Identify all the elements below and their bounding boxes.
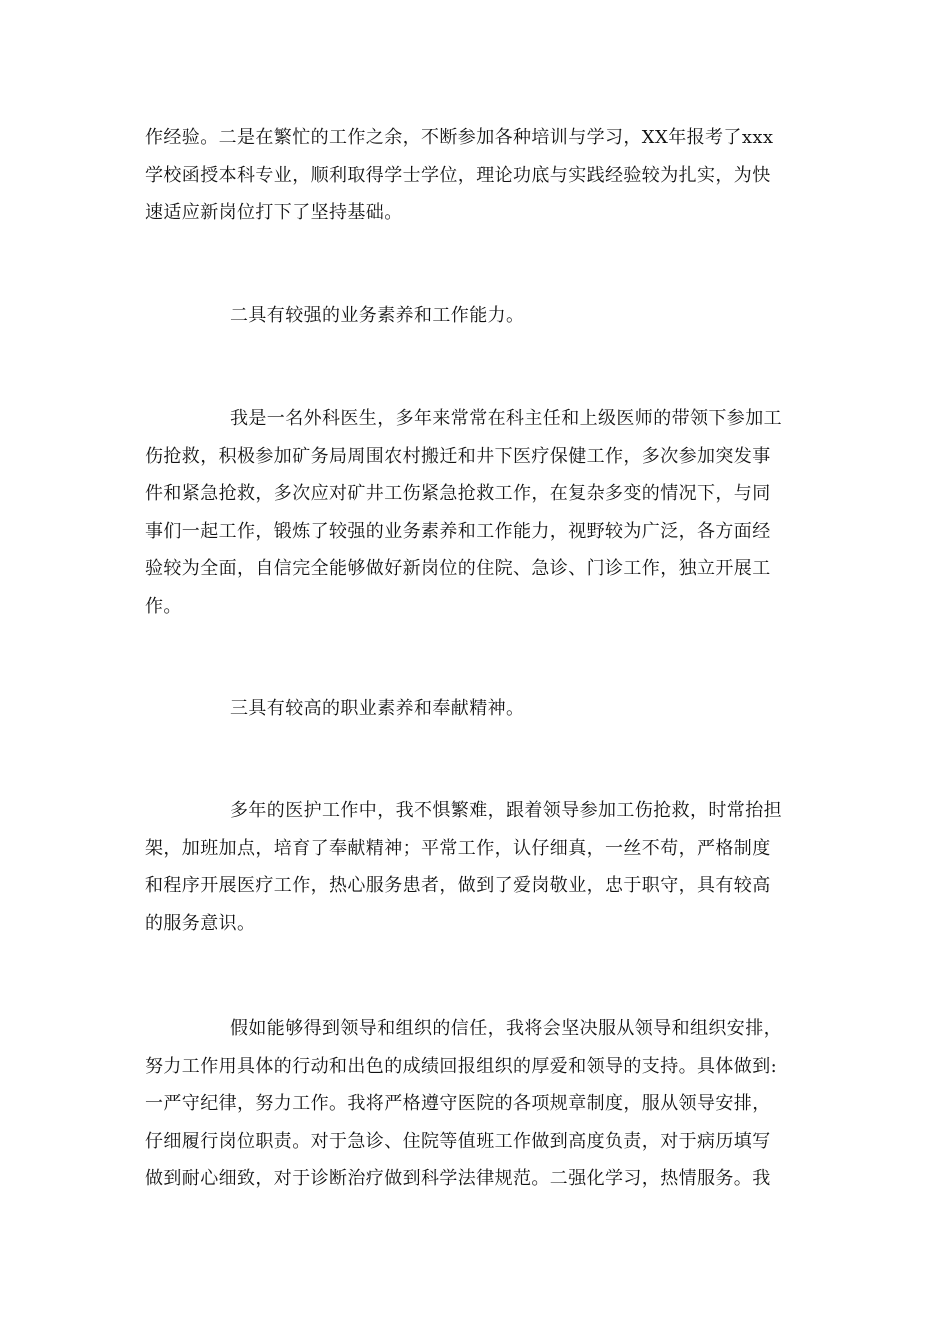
- paragraph-medical-work: [145, 792, 805, 942]
- text-line: 和程序开展医疗工作，热心服务患者，做到了爱岗敬业，忠于职守，具有较高: [145, 875, 771, 896]
- paragraph-commitment: [145, 1010, 805, 1198]
- text-line: 三具有较高的职业素养和奉献精神。: [230, 698, 525, 719]
- text-line: 做到耐心细致，对于诊断治疗做到科学法律规范。二强化学习，热情服务。我: [145, 1168, 771, 1189]
- text-line: 努力工作用具体的行动和出色的成绩回报组织的厚爱和领导的支持。具体做到:: [145, 1055, 778, 1077]
- paragraph-surgeon-experience: [145, 400, 805, 625]
- text-line: 件和紧急抢救，多次应对矿井工伤紧急抢救工作，在复杂多变的情况下，与同: [145, 483, 771, 504]
- text-line: 我是一名外科医生，多年来常常在科主任和上级医师的带领下参加工: [230, 408, 782, 429]
- text-line: 作经验。二是在繁忙的工作之余，不断参加各种培训与学习，XX年报考了xxx: [145, 127, 774, 148]
- paragraph-work-experience-continuation: [145, 119, 805, 232]
- text-line: 假如能够得到领导和组织的信任，我将会坚决服从领导和组织安排，: [230, 1018, 782, 1039]
- text-line: 架，加班加点，培育了奉献精神；平常工作，认仔细真，一丝不苟，严格制度: [145, 837, 771, 859]
- text-line: 学校函授本科专业，顺利取得学士学位，理论功底与实践经验较为扎实，为快: [145, 164, 771, 186]
- text-line: 的服务意识。: [145, 912, 256, 934]
- text-line: 伤抢救，积极参加矿务局周围农村搬迁和井下医疗保健工作，多次参加突发事: [145, 445, 771, 467]
- heading-business-competence: [145, 297, 805, 335]
- text-line: 事们一起工作，锻炼了较强的业务素养和工作能力，视野较为广泛，各方面经: [145, 520, 771, 542]
- text-line: 速适应新岗位打下了坚持基础。: [145, 202, 403, 223]
- text-line: 多年的医护工作中，我不惧繁难，跟着领导参加工伤抢救，时常抬担: [230, 800, 782, 821]
- text-line: 作。: [145, 595, 182, 617]
- text-line: 二具有较强的业务素养和工作能力。: [230, 305, 525, 326]
- text-line: 一严守纪律，努力工作。我将严格遵守医院的各项规章制度，服从领导安排，: [145, 1093, 771, 1114]
- heading-professional-dedication: [145, 690, 805, 728]
- text-line: 验较为全面，自信完全能够做好新岗位的住院、急诊、门诊工作，独立开展工: [145, 558, 771, 579]
- text-line: 仔细履行岗位职责。对于急诊、住院等值班工作做到高度负责，对于病历填写: [145, 1130, 771, 1152]
